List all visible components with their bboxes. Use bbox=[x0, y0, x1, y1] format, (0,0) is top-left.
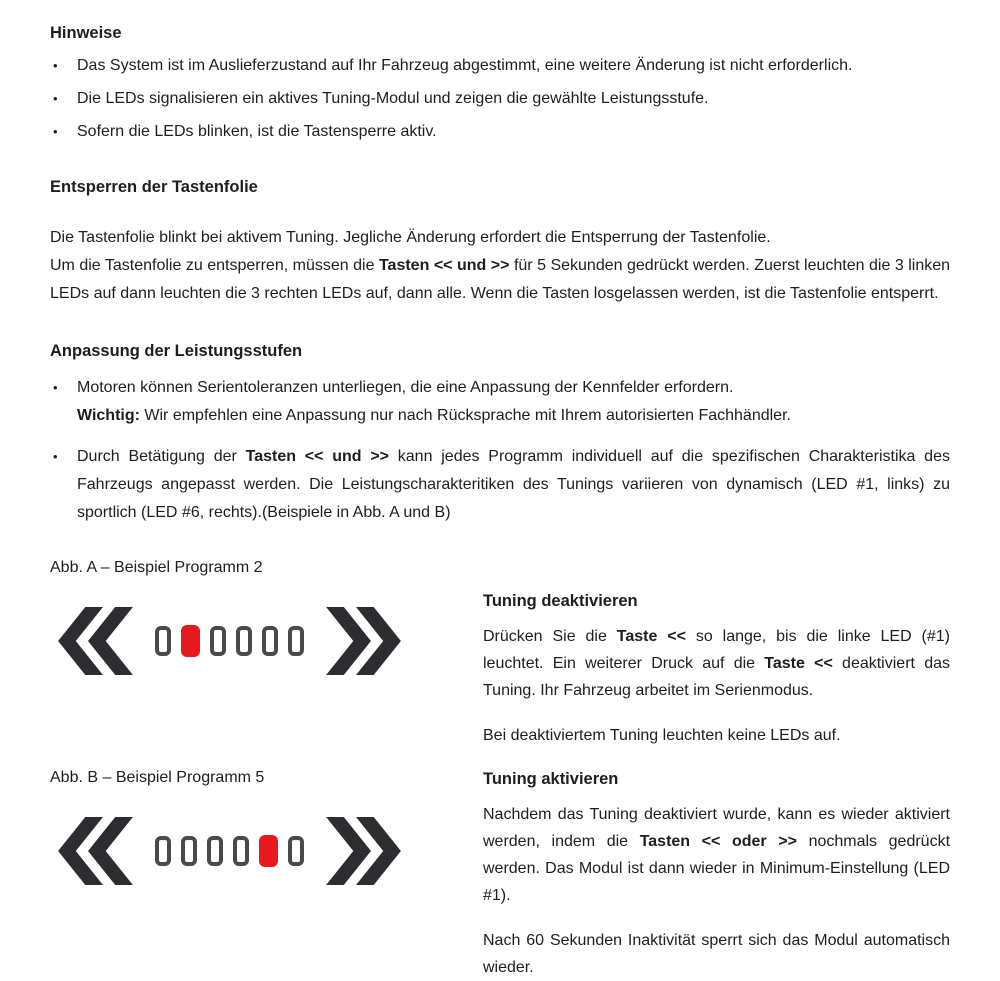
figure-b-label: Abb. B – Beispiel Programm 5 bbox=[50, 769, 265, 786]
double-chevron-left-icon bbox=[58, 607, 133, 675]
heading-hinweise: Hinweise bbox=[50, 24, 122, 42]
entsperren-line2 bbox=[50, 252, 950, 308]
list-item bbox=[50, 52, 950, 80]
section-entsperren bbox=[50, 176, 950, 308]
list-item bbox=[50, 85, 950, 113]
text-segment: so lange, bis die linke LED (#1) leuchtet. Ein weiterer Druck auf die bbox=[483, 628, 951, 672]
tuning-aktivieren-para2: Nach 60 Sekunden Inaktivität sperrt sich das Modul automatisch wieder. bbox=[483, 932, 950, 976]
list-item bbox=[50, 374, 950, 430]
bullet-icon: • bbox=[53, 380, 58, 395]
text-segment: Nachdem das Tuning deaktiviert wurde, kann es wieder aktiviert werden, indem die bbox=[483, 806, 950, 850]
entsperren-paragraph bbox=[50, 224, 950, 308]
bullet-icon: • bbox=[53, 91, 58, 106]
led-5-active bbox=[259, 835, 278, 867]
led-1 bbox=[155, 626, 171, 656]
led-5 bbox=[262, 626, 278, 656]
heading-tuning-aktivieren: Tuning aktivieren bbox=[483, 770, 619, 788]
led-4 bbox=[236, 626, 252, 656]
list-item-text: Das System ist im Auslieferzustand auf Ihr Fahrzeug abgestimmt, eine weitere Änderung ist nicht erforderlich. bbox=[77, 57, 853, 74]
text-segment: kann jedes Programm individuell auf die spezifischen Charakteristika des Fahrzeugs angepasst werden. Die Leistungscharakteritiken des Tunings variieren von dynamisch (LED #1, links) zu sportlich (LED #6, rechts).(Beispiele in Abb. A und B) bbox=[77, 448, 950, 521]
tuning-aktivieren-para1 bbox=[483, 801, 950, 909]
heading-tuning-deaktivieren: Tuning deaktivieren bbox=[483, 592, 638, 610]
tuning-deaktivieren-para2: Bei deaktiviertem Tuning leuchten keine LEDs auf. bbox=[483, 727, 841, 744]
figure-a-graphic bbox=[58, 607, 483, 675]
list-item-text: Sofern die LEDs blinken, ist die Tastensperre aktiv. bbox=[77, 123, 437, 140]
list-item bbox=[50, 443, 950, 527]
bold-text-segment: Taste << bbox=[616, 628, 686, 645]
led-3 bbox=[210, 626, 226, 656]
bullet-icon: • bbox=[53, 449, 58, 464]
figure-b-graphic bbox=[58, 817, 483, 885]
led-4 bbox=[233, 836, 249, 866]
text-segment: Wir empfehlen eine Anpassung nur nach Rücksprache mit Ihrem autorisierten Fachhändler. bbox=[139, 407, 791, 424]
text-segment: nochmals gedrückt werden. Das Modul ist dann wieder in Minimum-Einstellung (LED #1). bbox=[483, 833, 951, 904]
bold-text-segment: Taste << bbox=[764, 655, 833, 672]
bold-text-segment: Wichtig: bbox=[77, 407, 140, 424]
double-chevron-right-icon bbox=[326, 817, 401, 885]
list-item-text bbox=[77, 374, 950, 430]
section-hinweise bbox=[50, 22, 950, 146]
led-display bbox=[155, 835, 304, 867]
tuning-deaktivieren-para1 bbox=[483, 623, 950, 704]
hinweise-list bbox=[50, 52, 950, 146]
heading-entsperren: Entsperren der Tastenfolie bbox=[50, 178, 258, 196]
text-segment: für 5 Sekunden gedrückt werden. Zuerst leuchten die 3 linken LEDs auf dann leuchten die 3 rechten LEDs auf, dann alle. Wenn die Tasten losgelassen werden, ist die Tastenfolie entsperrt. bbox=[50, 257, 951, 302]
led-1 bbox=[155, 836, 171, 866]
bullet-icon: • bbox=[53, 124, 58, 139]
double-chevron-left-icon bbox=[58, 817, 133, 885]
led-display bbox=[155, 625, 304, 657]
bullet-icon: • bbox=[53, 58, 58, 73]
list-item bbox=[50, 118, 950, 146]
figure-a-label: Abb. A – Beispiel Programm 2 bbox=[50, 559, 263, 576]
anpassung-bullet2 bbox=[77, 443, 950, 527]
led-6 bbox=[288, 626, 304, 656]
double-chevron-right-icon bbox=[326, 607, 401, 675]
anpassung-bullet1-line2 bbox=[77, 402, 950, 430]
led-2 bbox=[181, 836, 197, 866]
text-segment: Um die Tastenfolie zu entsperren, müssen die bbox=[50, 257, 379, 274]
text-segment: deaktiviert das Tuning. Ihr Fahrzeug arbeitet im Serienmodus. bbox=[483, 655, 950, 699]
entsperren-line1: Die Tastenfolie blinkt bei aktivem Tuning. Jegliche Änderung erfordert die Entsperrung der Tastenfolie. bbox=[50, 229, 771, 246]
bold-text-segment: Tasten << und >> bbox=[245, 448, 390, 465]
heading-anpassung: Anpassung der Leistungsstufen bbox=[50, 342, 303, 360]
section-anpassung bbox=[50, 340, 950, 527]
figures-column bbox=[50, 557, 483, 981]
led-6 bbox=[288, 836, 304, 866]
led-3 bbox=[207, 836, 223, 866]
led-2-active bbox=[181, 625, 200, 657]
bold-text-segment: Tasten << oder >> bbox=[639, 833, 797, 850]
anpassung-list bbox=[50, 374, 950, 527]
figures-and-instructions bbox=[50, 557, 950, 981]
instructions-column bbox=[483, 557, 950, 981]
bold-text-segment: Tasten << und >> bbox=[378, 257, 510, 274]
text-segment: Durch Betätigung der bbox=[77, 448, 246, 465]
anpassung-bullet1-line1: Motoren können Serientoleranzen unterliegen, die eine Anpassung der Kennfelder erfordern. bbox=[77, 379, 734, 396]
list-item-text: Die LEDs signalisieren ein aktives Tuning-Modul und zeigen die gewählte Leistungsstufe. bbox=[77, 90, 709, 107]
text-segment: Drücken Sie die bbox=[483, 628, 617, 645]
